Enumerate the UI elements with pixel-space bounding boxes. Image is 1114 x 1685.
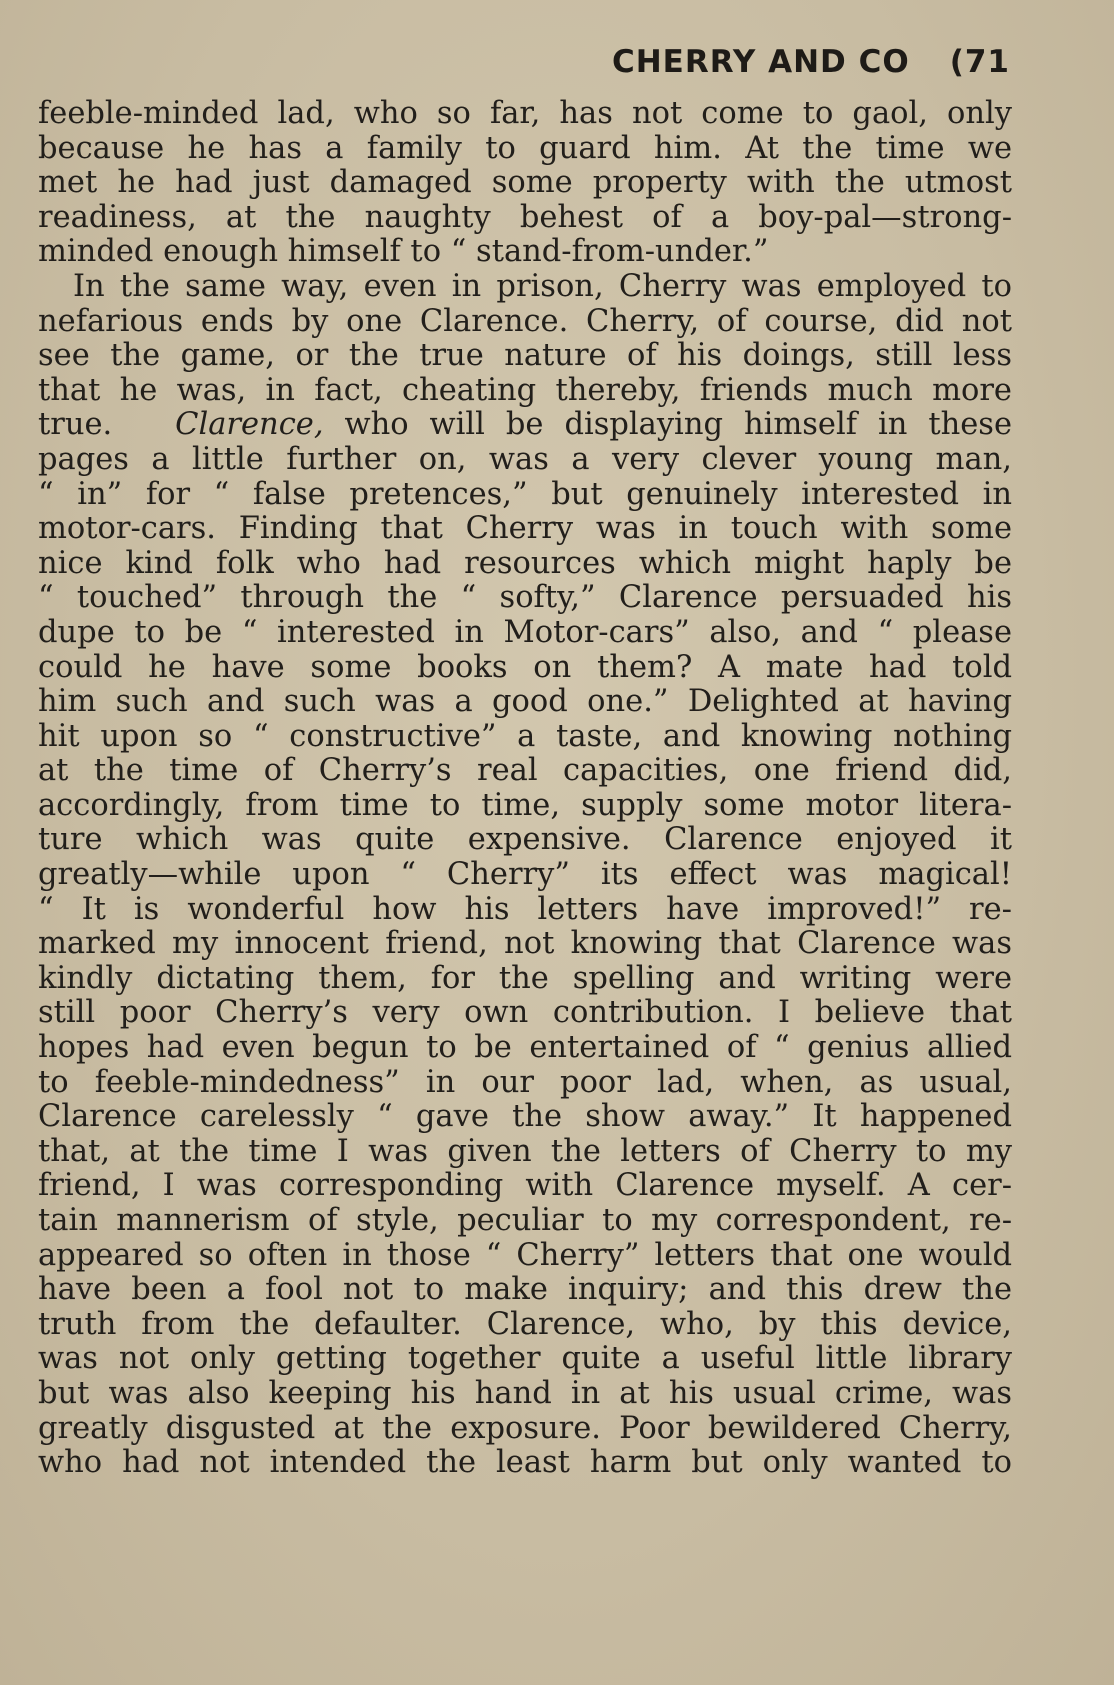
text-line: Clarence carelessly “ gave the show away.” It happened — [38, 1099, 1012, 1135]
text-line: that he was, in fact, cheating thereby, friends much more — [38, 372, 1012, 408]
text-line: minded enough himself to “ stand-from-under.” — [38, 234, 769, 270]
text-line: because he has a family to guard him. At the time we — [38, 130, 1012, 166]
text-segment: true. — [38, 407, 113, 443]
text-line: still poor Cherry’s very own contribution. I believe that — [38, 995, 1012, 1031]
italic-name: Clarence, — [175, 407, 324, 443]
text-line: who had not intended the least harm but only wanted to — [38, 1445, 1012, 1481]
text-line: have been a fool not to make inquiry; and this drew the — [38, 1272, 1012, 1308]
running-head-title: CHERRY AND CO — [611, 44, 910, 80]
text-line: marked my innocent friend, not knowing that Clarence was — [38, 926, 1012, 962]
text-line: In the same way, even in prison, Cherry was employed to — [73, 268, 1012, 304]
text-line: that, at the time I was given the letters of Cherry to my — [38, 1133, 1012, 1169]
text-line: at the time of Cherry’s real capacities, one friend did, — [38, 753, 1012, 789]
text-line: hopes had even begun to be entertained of “ genius allied — [38, 1030, 1012, 1066]
text-line: greatly—while upon “ Cherry” its effect was magical! — [38, 857, 1012, 893]
text-line: greatly disgusted at the exposure. Poor bewildered Cherry, — [38, 1410, 1012, 1446]
text-line: to feeble-mindedness” in our poor lad, when, as usual, — [38, 1064, 1012, 1100]
text-line: nefarious ends by one Clarence. Cherry, of course, did not — [38, 303, 1012, 339]
text-line: nice kind folk who had resources which might haply be — [38, 545, 1012, 581]
text-line: could he have some books on them? A mate had told — [38, 649, 1012, 685]
text-line: “ touched” through the “ softy,” Clarence persuaded his — [38, 580, 1012, 616]
text-line: accordingly, from time to time, supply some motor litera- — [38, 787, 1012, 823]
text-line: feeble-minded lad, who so far, has not come to gaol, only — [38, 96, 1012, 131]
text-line: truth from the defaulter. Clarence, who, by this device, — [38, 1306, 1012, 1342]
page-number: (71 — [949, 44, 1010, 80]
running-head — [612, 44, 1010, 80]
text-line: kindly dictating them, for the spelling and writing were — [38, 960, 1012, 996]
text-line: was not only getting together quite a useful little library — [38, 1341, 1012, 1377]
text-line: motor-cars. Finding that Cherry was in touch with some — [38, 511, 1012, 547]
text-line: tain mannerism of style, peculiar to my correspondent, re- — [38, 1203, 1012, 1238]
body-text — [38, 97, 1012, 1481]
text-line: readiness, at the naughty behest of a boy-pal—strong- — [38, 199, 1012, 235]
text-line: hit upon so “ constructive” a taste, and knowing nothing — [38, 718, 1012, 754]
text-line: appeared so often in those “ Cherry” letters that one would — [38, 1237, 1012, 1273]
text-line: him such and such was a good one.” Delighted at having — [38, 684, 1012, 720]
text-segment: who will be displaying himself in these — [344, 407, 1012, 443]
text-line: met he had just damaged some property with the utmost — [38, 165, 1012, 201]
text-line: “ in” for “ false pretences,” but genuinely interested in — [38, 476, 1012, 512]
text-line: dupe to be “ interested in Motor-cars” also, and “ please — [38, 614, 1012, 650]
text-line: see the game, or the true nature of his doings, still less — [38, 338, 1012, 374]
text-line: friend, I was corresponding with Clarence myself. A cer- — [38, 1168, 1012, 1204]
text-line-mixed — [38, 408, 1012, 443]
text-line: but was also keeping his hand in at his usual crime, was — [38, 1375, 1012, 1411]
text-line: pages a little further on, was a very clever young man, — [38, 441, 1012, 477]
text-line: ture which was quite expensive. Clarence enjoyed it — [38, 822, 1012, 858]
text-line: “ It is wonderful how his letters have improved!” re- — [38, 891, 1012, 927]
